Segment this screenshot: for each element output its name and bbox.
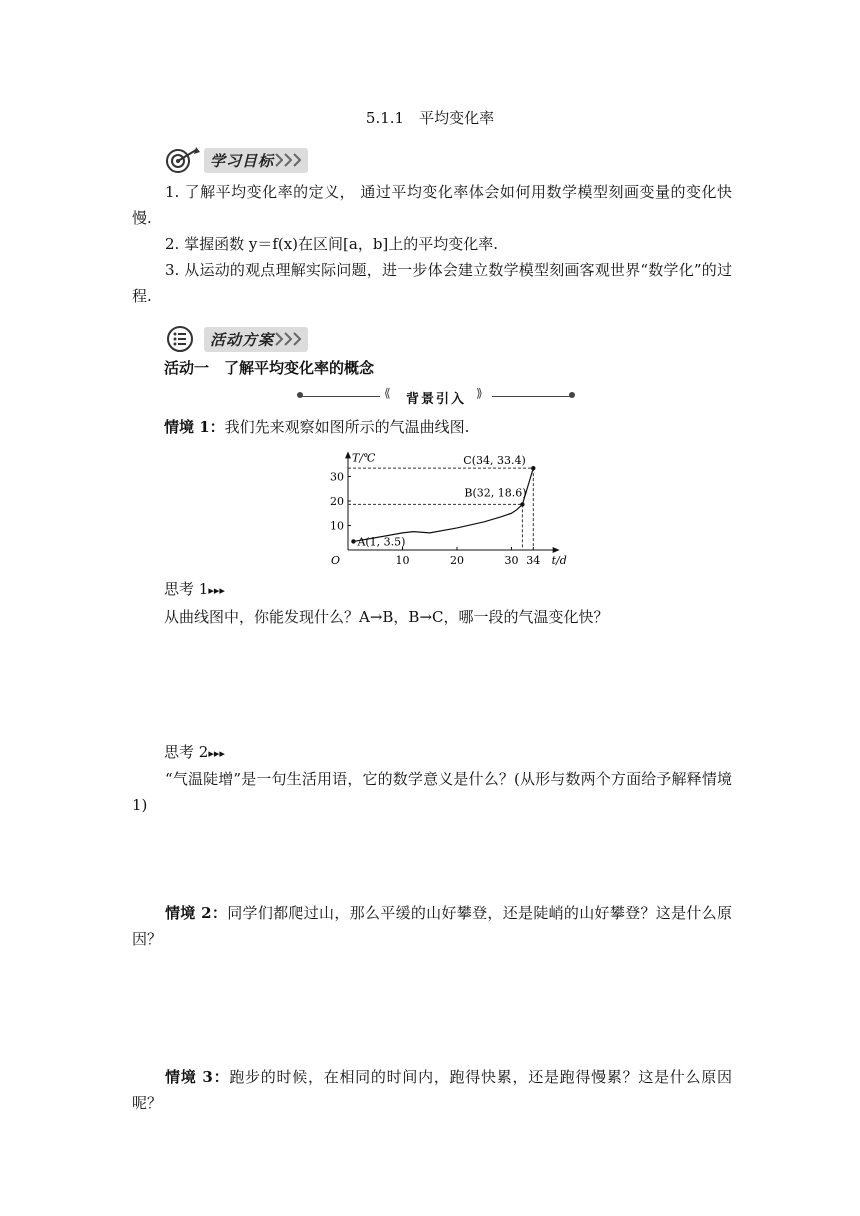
temperature-chart — [300, 436, 580, 572]
think-2-marks: ▸▸▸ — [208, 747, 225, 760]
chevrons-icon — [274, 331, 304, 347]
think-1-question: 从曲线图中，你能发现什么？A→B，B→C，哪一段的气温变化快？ — [164, 608, 609, 626]
chevrons-icon — [274, 152, 304, 168]
section-label: 背景引入 — [405, 392, 466, 407]
situation-2-text: 同学们都爬过山，那么平缓的山好攀登，还是陡峭的山好攀登？这是什么原因？ — [132, 904, 732, 948]
data-point — [531, 466, 535, 470]
page-title: 5.1.1 平均变化率 — [365, 109, 495, 127]
plan-banner-label: 活动方案 — [210, 330, 275, 349]
think-2-question: “气温陡增”是一句生活用语，它的数学意义是什么？(从形与数两个方面给予解释情境 1) — [132, 770, 732, 814]
band-marks-left: ⟪ — [384, 386, 391, 400]
x-axis-arrow — [553, 547, 560, 553]
list-icon — [164, 325, 204, 353]
situation-2-label: 情境 2： — [165, 904, 228, 922]
think-2 — [164, 741, 225, 762]
situation-3-text: 跑步的时候，在相同的时间内，跑得快累，还是跑得慢累？这是什么原因呢？ — [132, 1068, 732, 1112]
situation-1-label: 情境 1： — [164, 418, 225, 436]
plan-banner — [164, 324, 308, 354]
target-icon — [164, 146, 204, 174]
think-1 — [164, 578, 225, 599]
y-tick-label: 20 — [330, 495, 344, 508]
x-axis-label: t/d — [551, 554, 567, 567]
goals-banner — [164, 145, 308, 175]
goals-banner-label: 学习目标 — [210, 151, 275, 170]
y-tick-label: 30 — [330, 470, 344, 484]
activity-title: 活动一 了解平均变化率的概念 — [164, 359, 375, 377]
point-label: A(1, 3.5) — [357, 535, 406, 549]
goal-2: 2. 掌握函数 y＝f(x)在区间[a，b]上的平均变化率. — [165, 235, 499, 253]
point-label: B(32, 18.6) — [464, 486, 527, 500]
think-2-label: 思考 2 — [164, 743, 209, 761]
data-point — [520, 502, 524, 506]
think-1-label: 思考 1 — [164, 580, 209, 598]
goal-1: 1. 了解平均变化率的定义， 通过平均变化率体会如何用数学模型刻画变量的变化快慢. — [132, 183, 732, 227]
situation-1-text: 我们先来观察如图所示的气温曲线图. — [224, 418, 470, 436]
situation-3 — [132, 1064, 732, 1116]
point-label: C(34, 33.4) — [463, 454, 526, 468]
y-axis-label: T/℃ — [352, 451, 376, 465]
band-marks-right: ⟫ — [476, 386, 483, 400]
situation-2 — [132, 900, 732, 952]
y-axis-arrow — [345, 451, 351, 458]
x-tick-label: 34 — [526, 554, 541, 567]
origin-label: O — [330, 554, 340, 567]
x-tick-label: 10 — [395, 554, 410, 567]
x-tick-label: 30 — [504, 554, 519, 567]
section-band — [300, 385, 572, 409]
situation-3-label: 情境 3： — [165, 1068, 230, 1086]
think-1-marks: ▸▸▸ — [208, 584, 225, 597]
x-tick-label: 20 — [450, 554, 464, 567]
y-tick-label: 10 — [330, 519, 344, 533]
goal-3: 3. 从运动的观点理解实际问题，进一步体会建立数学模型刻画客观世界“数学化”的过程. — [132, 261, 732, 305]
data-point — [351, 539, 355, 543]
